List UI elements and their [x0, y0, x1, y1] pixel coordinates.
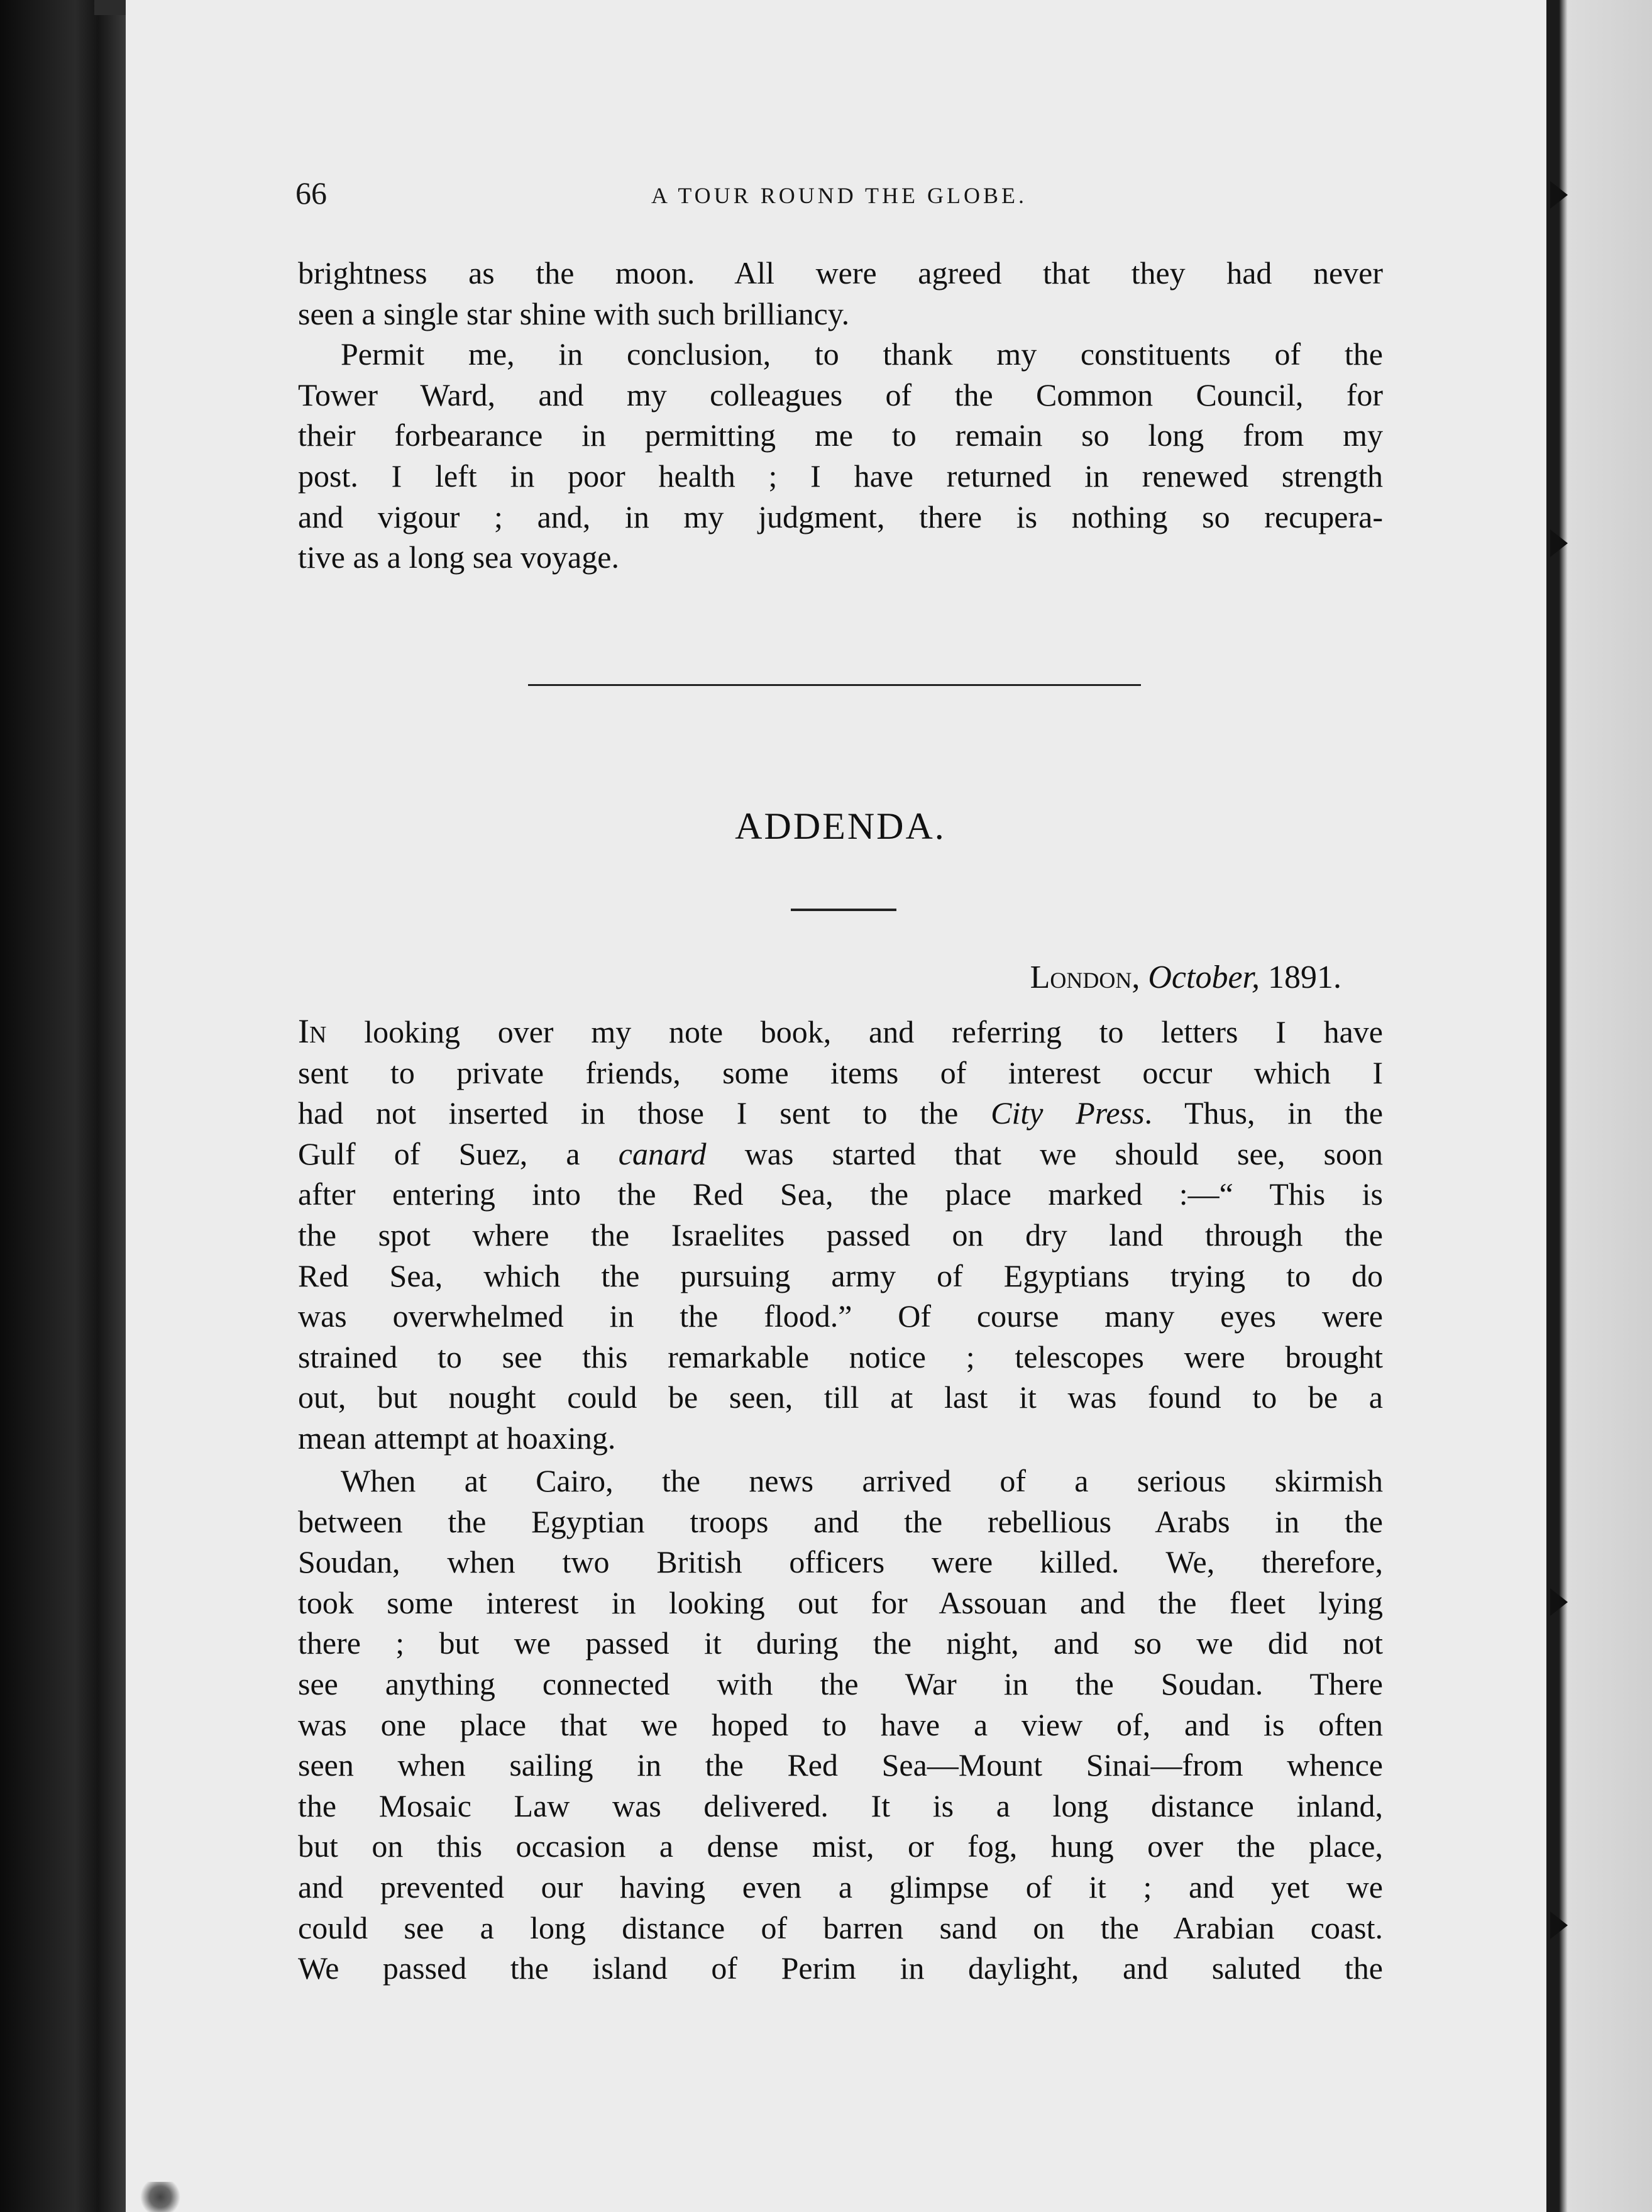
- text-line: had not inserted in those I sent to the City Press. Thus, in the: [298, 1095, 1384, 1131]
- page-number: 66: [295, 175, 327, 211]
- text-line: there ; but we passed it during the night, and so we did not: [298, 1625, 1383, 1661]
- dateline-place: London,: [1030, 959, 1140, 995]
- text-line: strained to see this remarkable notice ; telescopes were brought: [298, 1339, 1383, 1374]
- closing-paragraphs: [298, 253, 1383, 578]
- text-line: post. I left in poor health ; I have returned in renewed strength: [298, 458, 1383, 494]
- text-line: We passed the island of Perim in daylight, and saluted the: [298, 1950, 1383, 1986]
- page-edge-mark: [1550, 1911, 1568, 1939]
- addenda-paragraph-1: [298, 1011, 1383, 1459]
- text-line: When at Cairo, the news arrived of a serious skirmish: [341, 1463, 1383, 1498]
- title-underline-rule: [791, 909, 896, 911]
- text-line: was one place that we hoped to have a view of, and is often: [298, 1706, 1383, 1742]
- book-spine: [0, 0, 126, 2212]
- page-header: [295, 175, 1383, 219]
- next-page-edge: [1546, 0, 1652, 2212]
- text-line: the Mosaic Law was delivered. It is a long distance inland,: [298, 1788, 1383, 1823]
- text-line: and prevented our having even a glimpse of it ; and yet we: [298, 1869, 1383, 1905]
- text-line: their forbearance in permitting me to remain so long from my: [298, 418, 1383, 453]
- text-line: see anything connected with the War in the Soudan. There: [298, 1666, 1383, 1701]
- section-divider-rule: [528, 684, 1141, 686]
- text-line: Permit me, in conclusion, to thank my constituents of the: [341, 336, 1383, 372]
- text-line: Soudan, when two British officers were killed. We, therefore,: [298, 1544, 1383, 1580]
- text-line: brightness as the moon. All were agreed that they had never: [298, 255, 1383, 290]
- page-edge-mark: [1550, 181, 1568, 209]
- text-line: seen a single star shine with such brilliancy.: [298, 296, 850, 331]
- text-line: In looking over my note book, and referring to letters I have: [298, 1012, 1383, 1050]
- text-line: and vigour ; and, in my judgment, there is nothing so recupera-: [298, 499, 1383, 534]
- text-line: after entering into the Red Sea, the place marked :—“ This is: [298, 1176, 1383, 1212]
- text-line: took some interest in looking out for Assouan and the fleet lying: [298, 1584, 1383, 1620]
- text-line: sent to private friends, some items of interest occur which I: [298, 1054, 1383, 1090]
- text-line: was overwhelmed in the flood.” Of course many eyes were: [298, 1298, 1383, 1334]
- text-line: could see a long distance of barren sand on the Arabian coast.: [298, 1910, 1383, 1945]
- text-line: the spot where the Israelites passed on dry land through the: [298, 1217, 1383, 1253]
- text-line: Tower Ward, and my colleagues of the Common Council, for: [298, 377, 1383, 412]
- running-head: A TOUR ROUND THE GLOBE.: [651, 183, 1028, 208]
- text-line: Gulf of Suez, a canard was started that we should see, soon: [298, 1136, 1383, 1171]
- text-line: seen when sailing in the Red Sea—Mount Sinai—from whence: [298, 1747, 1383, 1783]
- dateline: [298, 959, 1341, 996]
- text-line: but on this occasion a dense mist, or fog, hung over the place,: [298, 1828, 1383, 1864]
- text-line: out, but nought could be seen, till at last it was found to be a: [298, 1380, 1383, 1415]
- text-line: tive as a long sea voyage.: [298, 539, 619, 575]
- text-line: between the Egyptian troops and the rebellious Arabs in the: [298, 1503, 1383, 1539]
- text-line: mean attempt at hoaxing.: [298, 1420, 616, 1456]
- text-line: Red Sea, which the pursuing army of Egyptians trying to do: [298, 1258, 1383, 1293]
- page-edge-mark: [1550, 529, 1568, 557]
- section-title: ADDENDA.: [735, 805, 946, 847]
- dateline-year: 1891.: [1268, 959, 1341, 995]
- addenda-paragraph-2: [298, 1461, 1383, 1989]
- dateline-month: October,: [1148, 959, 1260, 995]
- ink-smudge: [138, 2182, 182, 2212]
- page-edge-mark: [1550, 1588, 1568, 1616]
